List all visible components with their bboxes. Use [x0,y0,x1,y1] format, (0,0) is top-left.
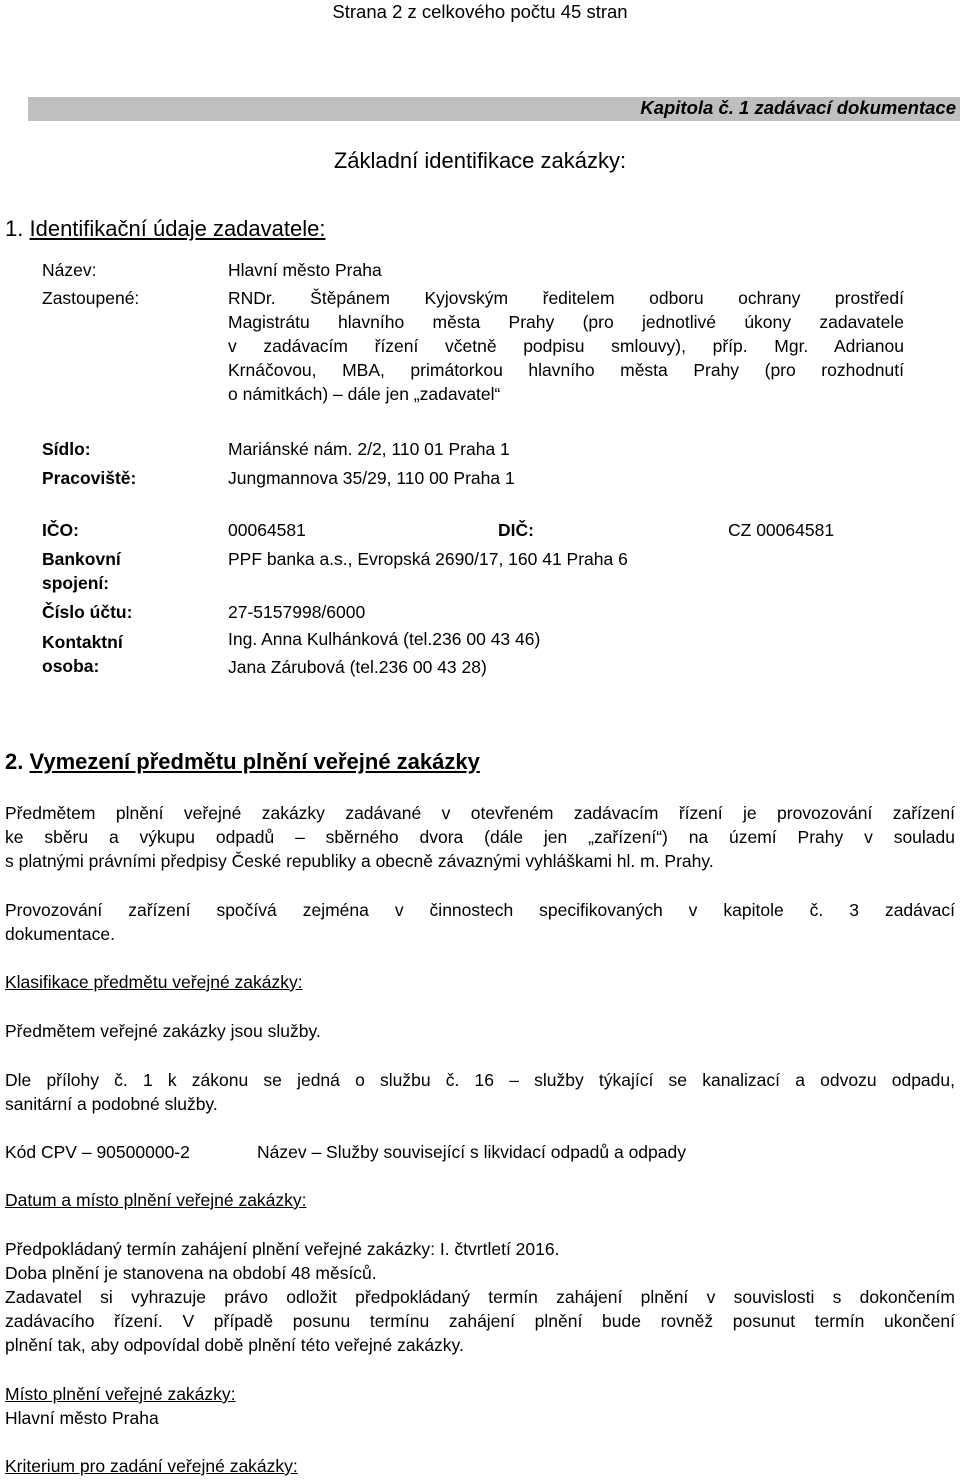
contact-person: Jana Zárubová (tel.236 00 43 28) [228,657,487,677]
section-2-title: Vymezení předmětu plnění veřejné zakázky [29,749,480,774]
ico-label: IČO: [42,520,79,540]
page-counter: Strana 2 z celkového počtu 45 stran [332,1,628,22]
misto-value: Hlavní město Praha [5,1408,159,1428]
contact-label [42,630,123,678]
contact-value [228,627,540,679]
paragraph-line: Dle přílohy č. 1 k zákonu se jedná o službu č. 16 – služby týkající se kanalizací a odvozu odpadu, [5,1070,955,1090]
contact-label-line: Kontaktní [42,632,123,652]
dic-value: CZ 00064581 [728,520,835,540]
ico-value: 00064581 [228,520,306,540]
sidlo-label: Sídlo: [42,439,91,459]
section-2-heading [5,747,480,777]
sidlo-value: Mariánské nám. 2/2, 110 01 Praha 1 [228,439,510,459]
page-title: Základní identifikace zakázky: [333,148,627,173]
paragraph-line: plnění tak, aby odpovídal době plnění této veřejné zakázky. [5,1335,464,1355]
klasifikace-text: Předmětem veřejné zakázky jsou služby. [5,1021,321,1041]
section-1-heading [5,214,325,244]
bank-value: PPF banka a.s., Evropská 2690/17, 160 41 Praha 6 [228,549,628,569]
paragraph-line: sanitární a podobné služby. [5,1094,218,1114]
section-2-number: 2. [5,749,24,774]
zastoupene-line: Magistrátu hlavního města Prahy (pro jednotlivé úkony zadavatele [228,312,904,332]
misto-heading: Místo plnění veřejné zakázky: [5,1384,236,1404]
zastoupene-line: v zadávacím řízení včetně podpisu smlouvy), příp. Mgr. Adrianou [228,336,904,356]
paragraph-line: dokumentace. [5,924,115,944]
paragraph-line: s platnými právními předpisy České republiky a obecně závaznými vyhláškami hl. m. Prahy. [5,851,714,871]
account-label: Číslo účtu: [42,602,133,622]
kriterium-heading: Kriterium pro zadání veřejné zakázky: [5,1456,298,1476]
bank-label-line: Bankovní [42,549,121,569]
paragraph-line: Zadavatel si vyhrazuje právo odložit předpokládaný termín zahájení plnění v souvislosti s dokončením [5,1287,955,1307]
contact-person: Ing. Anna Kulhánková (tel.236 00 43 46) [228,629,541,649]
zastoupene-line: Krnáčovou, MBA, primátorkou hlavního města Prahy (pro rozhodnutí [228,360,904,380]
nazev-label: Název: [42,260,97,280]
operation-paragraph [5,898,955,946]
dic-label: DIČ: [498,520,534,540]
pracoviste-label: Pracoviště: [42,468,137,488]
paragraph-line: Předmětem plnění veřejné zakázky zadávané v otevřeném zadávacím řízení je provozování zařízení [5,803,955,823]
pracoviste-value: Jungmannova 35/29, 110 00 Praha 1 [228,468,515,488]
klasifikace-heading: Klasifikace předmětu veřejné zakázky: [5,972,303,992]
contact-label-line: osoba: [42,656,100,676]
account-value: 27-5157998/6000 [228,602,366,622]
paragraph-line: Doba plnění je stanovena na období 48 měsíců. [5,1263,377,1283]
bank-label [42,547,121,595]
cpv-code: Kód CPV – 90500000-2 [5,1142,190,1162]
paragraph-line: ke sběru a výkupu odpadů – sběrného dvora (dále jen „zařízení“) na území Prahy v souladu [5,827,955,847]
section-1-number: 1. [5,216,24,241]
priloha-paragraph [5,1068,955,1116]
chapter-header: Kapitola č. 1 zadávací dokumentace [640,97,956,118]
datum-heading: Datum a místo plnění veřejné zakázky: [5,1190,307,1210]
nazev-value: Hlavní město Praha [228,260,382,280]
zastoupene-line: RNDr. Štěpánem Kyjovským ředitelem odboru ochrany prostředí [228,288,904,308]
zastoupene-label: Zastoupené: [42,288,140,308]
subject-paragraph [5,801,955,873]
section-1-title: Identifikační údaje zadavatele: [29,216,326,241]
paragraph-line: Předpokládaný termín zahájení plnění veřejné zakázky: I. čtvrtletí 2016. [5,1239,560,1259]
bank-label-line: spojení: [42,573,110,593]
cpv-name: Název – Služby související s likvidací odpadů a odpady [257,1142,686,1162]
paragraph-line: Provozování zařízení spočívá zejména v činnostech specifikovaných v kapitole č. 3 zadávací [5,900,955,920]
zastoupene-line: o námitkách) – dále jen „zadavatel“ [228,384,501,404]
paragraph-line: zadávacího řízení. V případě posunu termínu zahájení plnění bude rovněž posunut termín ukončení [5,1311,955,1331]
datum-paragraph [5,1237,955,1357]
zastoupene-value [228,286,904,406]
